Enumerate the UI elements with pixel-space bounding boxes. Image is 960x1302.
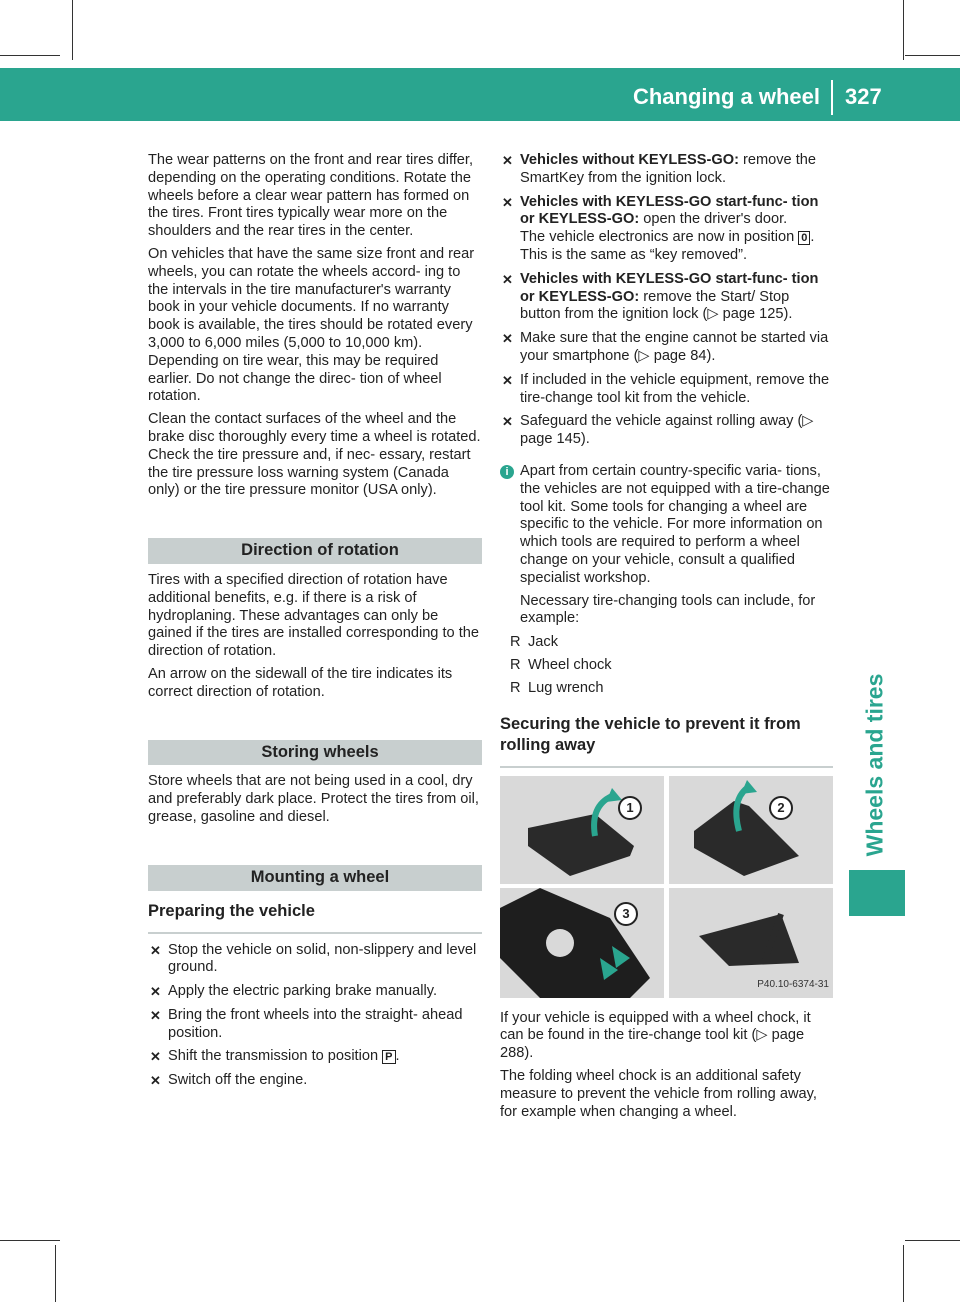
paragraph: Store wheels that are not being used in a cool, dry and preferably dark place. Protect the tires from oil, grease, gasoline and diesel. — [148, 773, 479, 825]
step-item: ✕ Safeguard the vehicle against rolling away (▷ page 145). — [502, 413, 814, 448]
callout-marker: 3 — [614, 902, 638, 926]
bullet-icon: R — [510, 679, 521, 696]
step-arrow-icon: ✕ — [150, 942, 161, 958]
section-heading-direction: Direction of rotation — [148, 538, 482, 564]
figure-panel — [669, 888, 833, 998]
step-arrow-icon: ✕ — [502, 153, 513, 168]
step-item: ✕ Vehicles with KEYLESS-GO start-func- tion or KEYLESS-GO: open the driver's door. The vehicle electronics are now in position 0 . This is the same as “key removed”. — [502, 193, 819, 263]
callout-marker: 1 — [618, 796, 642, 820]
side-section-text: Wheels and tires — [861, 673, 888, 857]
paragraph: The wear patterns on the front and rear tires differ, depending on the operating conditions. Rotate the wheels before a clear wear pattern has formed on the tires. Front tires typically wear more on the shoulders and the rear tires in the center. — [148, 152, 474, 240]
step-item: ✕ If included in the vehicle equipment, remove the tire-change tool kit from the vehicle. — [502, 371, 830, 406]
info-icon: i — [500, 465, 514, 479]
step-item: ✕ Switch off the engine. — [150, 1072, 308, 1089]
bullet-icon: R — [510, 634, 521, 651]
side-tab-marker — [849, 870, 905, 916]
crop-mark — [0, 55, 60, 56]
step-arrow-icon: ✕ — [502, 372, 513, 388]
gear-position-symbol: P — [382, 1050, 395, 1064]
figure-code: P40.10-6374-31 — [757, 978, 829, 990]
header-separator — [831, 80, 833, 115]
step-arrow-icon: ✕ — [502, 271, 513, 287]
crop-mark — [903, 1245, 904, 1302]
side-section-label — [840, 665, 910, 865]
chapter-title: Changing a wheel — [632, 84, 820, 109]
note-text: Apart from certain country-specific varia- tions, the vehicles are not equipped with a tire-change tool kit. Some tools for changing a wheel are specific to the vehicle. For more information on which tools are required to perform a wheel change on your vehicle, consult a qualified specialist workshop. — [520, 462, 830, 586]
right-column — [500, 152, 833, 1126]
bullet-icon: R — [510, 656, 521, 673]
paragraph: Tires with a specified direction of rotation have additional benefits, e.g. if there is a risk of hydroplaning. These advantages can only be gained if the tires are installed corresponding to the direction of rotation. — [148, 571, 479, 660]
callout-marker: 2 — [769, 796, 793, 820]
paragraph: An arrow on the sidewall of the tire indicates its correct direction of rotation. — [148, 665, 453, 700]
list-item: R Wheel chock — [510, 656, 612, 673]
crop-mark — [0, 1240, 60, 1241]
step-item: ✕ Shift the transmission to position P . — [150, 1048, 400, 1065]
step-arrow-icon: ✕ — [150, 1073, 161, 1089]
section-heading-storing: Storing wheels — [148, 740, 482, 766]
step-arrow-icon: ✕ — [502, 194, 513, 210]
figure-panel — [500, 776, 664, 884]
figure-panel — [669, 776, 833, 884]
paragraph: On vehicles that have the same size front and rear wheels, you can rotate the wheels accord- ing to the intervals in the tire manufacturer's warranty book in your vehicle documents. If no warranty book is available, the tires should be rotated every 3,000 to 6,000 miles (5,000 to 10,000 km). Depending on tire wear, this may be required earlier. Do not change the direc- tion of wheel rotation. — [148, 245, 475, 405]
step-arrow-icon: ✕ — [502, 331, 513, 347]
subheading-preparing: Preparing the vehicle — [148, 901, 482, 934]
step-item: ✕ Make sure that the engine cannot be started via your smartphone (▷ page 84). — [502, 330, 829, 364]
step-item: ✕ Stop the vehicle on solid, non-slippery and level ground. — [150, 941, 477, 976]
crop-mark — [903, 0, 904, 60]
step-item: ✕ Vehicles with KEYLESS-GO start-func- tion or KEYLESS-GO: remove the Start/ Stop button from the ignition lock (▷ page 125). — [502, 270, 819, 323]
paragraph: The folding wheel chock is an additional safety measure to prevent the vehicle from rolling away, for example when changing a wheel. — [500, 1067, 817, 1120]
wheel-chock-unfold-illustration — [669, 776, 833, 884]
wheel-chock-figure — [500, 776, 833, 998]
page-number: 327 — [845, 84, 882, 109]
paragraph: Clean the contact surfaces of the wheel and the brake disc thoroughly every time a wheel is rotated. Check the tire pressure and, if nec- essary, restart the tire pressure loss warning system (Canada only) or the tire pressure monitor (USA only). — [148, 411, 481, 499]
step-arrow-icon: ✕ — [150, 1007, 161, 1023]
ignition-position-symbol: 0 — [798, 231, 810, 245]
left-column — [148, 152, 482, 1096]
crop-mark — [72, 0, 73, 60]
subheading-securing: Securing the vehicle to prevent it from rolling away — [500, 714, 833, 768]
wheel-chock-lock-illustration — [500, 888, 664, 998]
crop-mark — [55, 1245, 56, 1302]
step-arrow-icon: ✕ — [150, 1049, 161, 1065]
figure-panel — [500, 888, 664, 998]
paragraph: If your vehicle is equipped with a wheel chock, it can be found in the tire-change tool kit (▷ page 288). — [500, 1009, 811, 1062]
crop-mark — [905, 55, 960, 56]
wheel-chock-fold-illustration — [500, 776, 664, 884]
note-text: Necessary tire-changing tools can include, for example: — [520, 592, 816, 627]
step-arrow-icon: ✕ — [502, 414, 513, 430]
list-item: R Lug wrench — [510, 679, 604, 696]
info-note — [500, 463, 833, 628]
step-item: ✕ Bring the front wheels into the straight- ahead position. — [150, 1006, 463, 1041]
step-item: ✕ Apply the electric parking brake manually. — [150, 983, 438, 1000]
step-item: ✕ Vehicles without KEYLESS-GO: remove the SmartKey from the ignition lock. — [502, 152, 817, 186]
section-heading-mounting: Mounting a wheel — [148, 865, 482, 891]
crop-mark — [905, 1240, 960, 1241]
step-arrow-icon: ✕ — [150, 984, 161, 1000]
list-item: R Jack — [510, 634, 559, 651]
